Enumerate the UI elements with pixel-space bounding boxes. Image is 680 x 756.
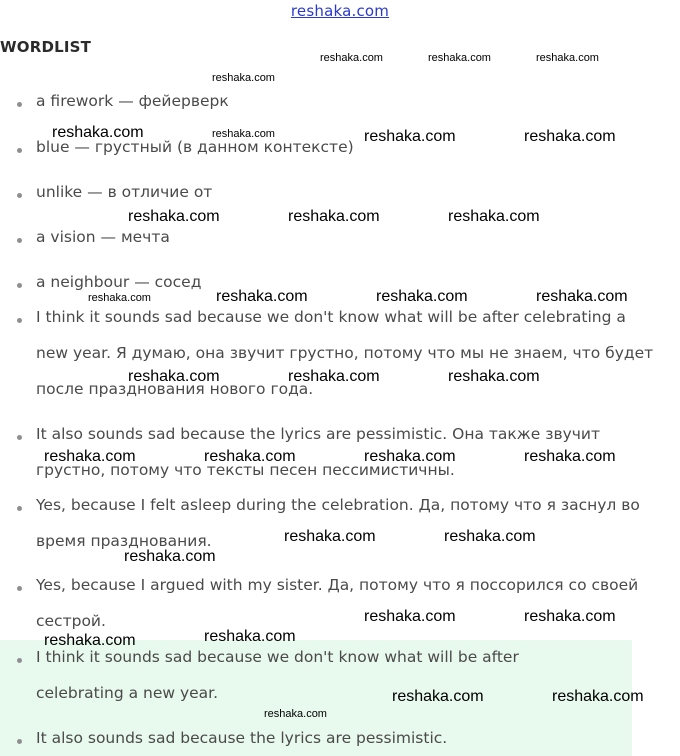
watermark: reshaka.com	[428, 52, 491, 64]
watermark: reshaka.com	[444, 528, 536, 545]
watermark: reshaka.com	[364, 608, 456, 625]
site-link[interactable]: reshaka.com	[290, 2, 390, 20]
watermark: reshaka.com	[364, 448, 456, 465]
watermark: reshaka.com	[52, 124, 144, 141]
list-item-line: a vision — мечта	[36, 228, 170, 246]
watermark: reshaka.com	[88, 292, 151, 304]
list-item-line: грустно, потому что тексты песен пессимистичны.	[36, 461, 455, 479]
watermark: reshaka.com	[44, 448, 136, 465]
bullet-icon	[17, 506, 22, 511]
watermark: reshaka.com	[288, 368, 380, 385]
watermark: reshaka.com	[448, 208, 540, 225]
watermark: reshaka.com	[124, 548, 216, 565]
watermark: reshaka.com	[128, 368, 220, 385]
watermark: reshaka.com	[212, 72, 275, 84]
watermark: reshaka.com	[524, 448, 616, 465]
bullet-icon	[17, 102, 22, 107]
watermark: reshaka.com	[44, 632, 136, 649]
list-item-line: unlike — в отличие от	[36, 183, 213, 201]
list-item-line: It also sounds sad because the lyrics are pessimistic. Она также звучит	[36, 425, 601, 443]
bullet-icon	[17, 193, 22, 198]
watermark: reshaka.com	[204, 448, 296, 465]
list-item-line: new year. Я думаю, она звучит грустно, потому что мы не знаем, что будет	[36, 344, 654, 362]
watermark: reshaka.com	[284, 528, 376, 545]
watermark: reshaka.com	[288, 208, 380, 225]
bullet-icon	[17, 435, 22, 440]
watermark: reshaka.com	[204, 628, 296, 645]
bullet-icon	[17, 148, 22, 153]
list-item-line: a firework — фейерверк	[36, 92, 229, 110]
list-item-line: It also sounds sad because the lyrics are pessimistic.	[36, 729, 448, 747]
watermark: reshaka.com	[212, 128, 275, 140]
watermark: reshaka.com	[392, 688, 484, 705]
list-item-line: Yes, because I felt asleep during the celebration. Да, потому что я заснул во	[36, 496, 640, 514]
watermark: reshaka.com	[524, 128, 616, 145]
bullet-icon	[17, 283, 22, 288]
list-item-line: I think it sounds sad because we don't know what will be after celebrating a	[36, 308, 626, 326]
list-item-line: blue — грустный (в данном контексте)	[36, 138, 354, 156]
watermark: reshaka.com	[364, 128, 456, 145]
watermark: reshaka.com	[264, 708, 327, 720]
bullet-icon	[17, 586, 22, 591]
list-item-line: I think it sounds sad because we don't know what will be after	[36, 648, 519, 666]
watermark: reshaka.com	[320, 52, 383, 64]
watermark: reshaka.com	[216, 288, 308, 305]
list-item-line: после празднования нового года.	[36, 380, 314, 398]
bullet-icon	[17, 739, 22, 744]
watermark: reshaka.com	[448, 368, 540, 385]
watermark: reshaka.com	[524, 608, 616, 625]
bullet-icon	[17, 318, 22, 323]
wordlist-heading: WORDLIST	[0, 38, 92, 56]
watermark: reshaka.com	[552, 688, 644, 705]
list-item-line: a neighbour — сосед	[36, 273, 202, 291]
bullet-icon	[17, 238, 22, 243]
list-item-line: время празднования.	[36, 532, 212, 550]
watermark: reshaka.com	[128, 208, 220, 225]
list-item-line: сестрой.	[36, 612, 106, 630]
bullet-icon	[17, 658, 22, 663]
watermark: reshaka.com	[536, 52, 599, 64]
watermark: reshaka.com	[376, 288, 468, 305]
list-item-line: Yes, because I argued with my sister. Да, потому что я поссорился со своей	[36, 576, 639, 594]
watermark: reshaka.com	[536, 288, 628, 305]
list-item-line: celebrating a new year.	[36, 684, 219, 702]
